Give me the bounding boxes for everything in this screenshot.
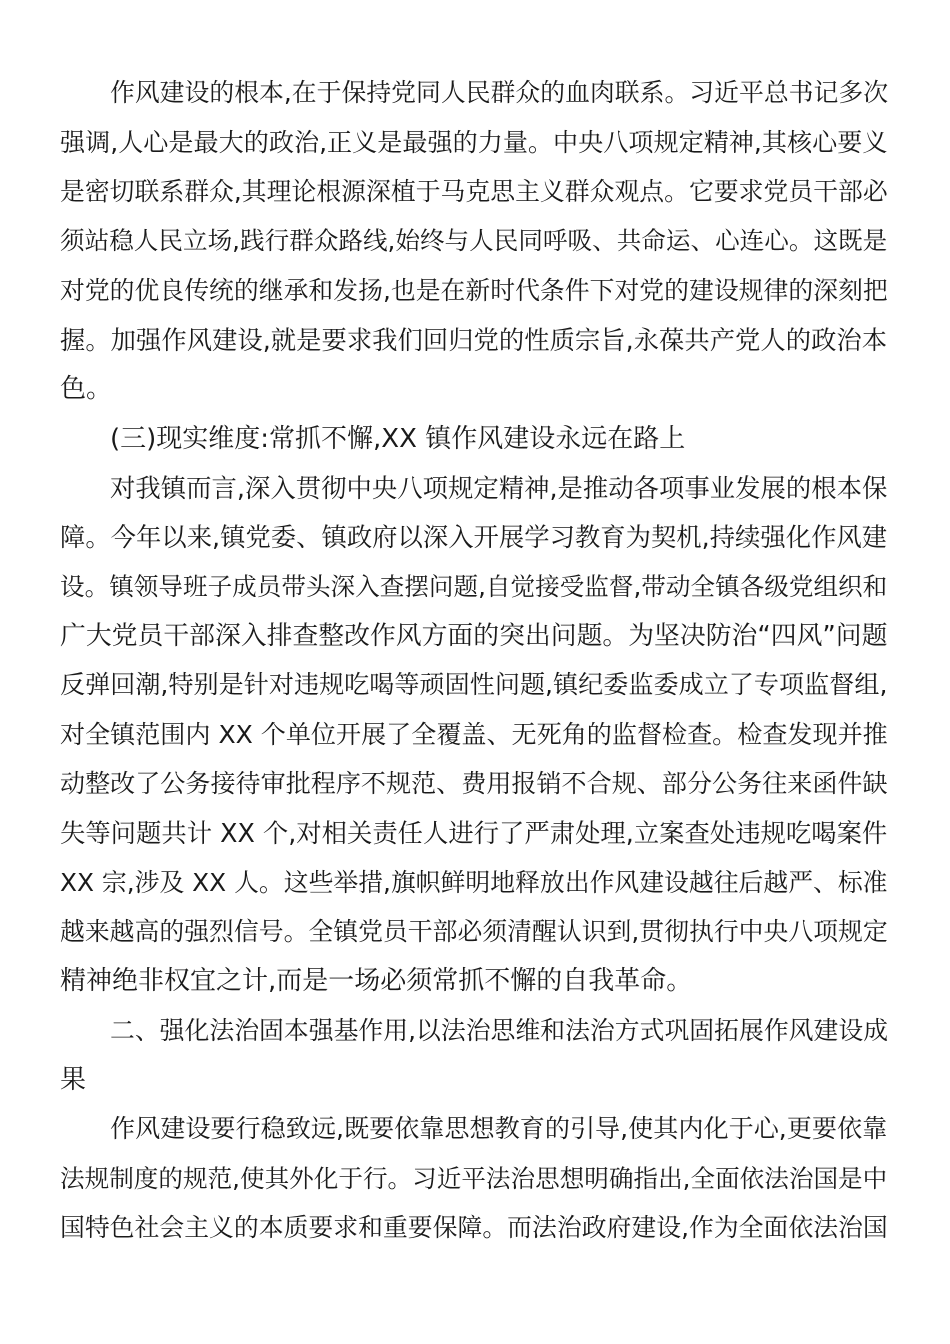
text-line: 国特色社会主义的本质要求和重要保障。而法治政府建设,作为全面依法治国 bbox=[60, 1213, 888, 1242]
text-line: 强调,人心是最大的政治,正义是最强的力量。中央八项规定精神,其核心要义 bbox=[60, 128, 888, 157]
text-line: 是密切联系群众,其理论根源深植于马克思主义群众观点。它要求党员干部必 bbox=[60, 177, 888, 206]
text-line: 色。 bbox=[60, 374, 113, 404]
text-line: 广大党员干部深入排查整改作风方面的突出问题。为坚决防治“四风”问题 bbox=[60, 621, 888, 651]
text-line: 对全镇范围内 XX 个单位开展了全覆盖、无死角的监督检查。检查发现并推 bbox=[60, 720, 888, 749]
text-line: 反弹回潮,特别是针对违规吃喝等顽固性问题,镇纪委监委成立了专项监督组, bbox=[60, 670, 888, 699]
text-line: 精神绝非权宜之计,而是一场必须常抓不懈的自我革命。 bbox=[60, 966, 693, 996]
text-line: 动整改了公务接待审批程序不规范、费用报销不合规、部分公务往来函件缺 bbox=[60, 769, 888, 798]
text-line: 设。镇领导班子成员带头深入查摆问题,自觉接受监督,带动全镇各级党组织和 bbox=[60, 572, 888, 601]
text-line: 作风建设的根本,在于保持党同人民群众的血肉联系。习近平总书记多次 bbox=[110, 78, 889, 107]
text-line: 失等问题共计 XX 个,对相关责任人进行了严肃处理,立案查处违规吃喝案件 bbox=[60, 818, 888, 848]
section-heading: (三)现实维度:常抓不懈,XX 镇作风建设永远在路上 bbox=[110, 424, 686, 454]
text-line: 障。今年以来,镇党委、镇政府以深入开展学习教育为契机,持续强化作风建 bbox=[60, 522, 888, 552]
text-line: 对党的优良传统的继承和发扬,也是在新时代条件下对党的建设规律的深刻把 bbox=[60, 276, 888, 305]
text-line: 须站稳人民立场,践行群众路线,始终与人民同呼吸、共命运、心连心。这既是 bbox=[60, 226, 888, 255]
text-line: 越来越高的强烈信号。全镇党员干部必须清醒认识到,贯彻执行中央八项规定 bbox=[60, 917, 888, 946]
text-line: 法规制度的规范,使其外化于行。习近平法治思想明确指出,全面依法治国是中 bbox=[60, 1164, 888, 1193]
text-line: 对我镇而言,深入贯彻中央八项规定精神,是推动各项事业发展的根本保 bbox=[110, 473, 888, 503]
text-line: 握。加强作风建设,就是要求我们回归党的性质宗旨,永葆共产党人的政治本 bbox=[60, 325, 888, 355]
text-line: XX 宗,涉及 XX 人。这些举措,旗帜鲜明地释放出作风建设越往后越严、标准 bbox=[60, 868, 888, 897]
text-line: 作风建设要行稳致远,既要依靠思想教育的引导,使其内化于心,更要依靠 bbox=[110, 1114, 888, 1143]
section-heading-continued: 果 bbox=[60, 1065, 87, 1095]
section-heading: 二、强化法治固本强基作用,以法治思维和法治方式巩固拓展作风建设成 bbox=[110, 1016, 889, 1045]
